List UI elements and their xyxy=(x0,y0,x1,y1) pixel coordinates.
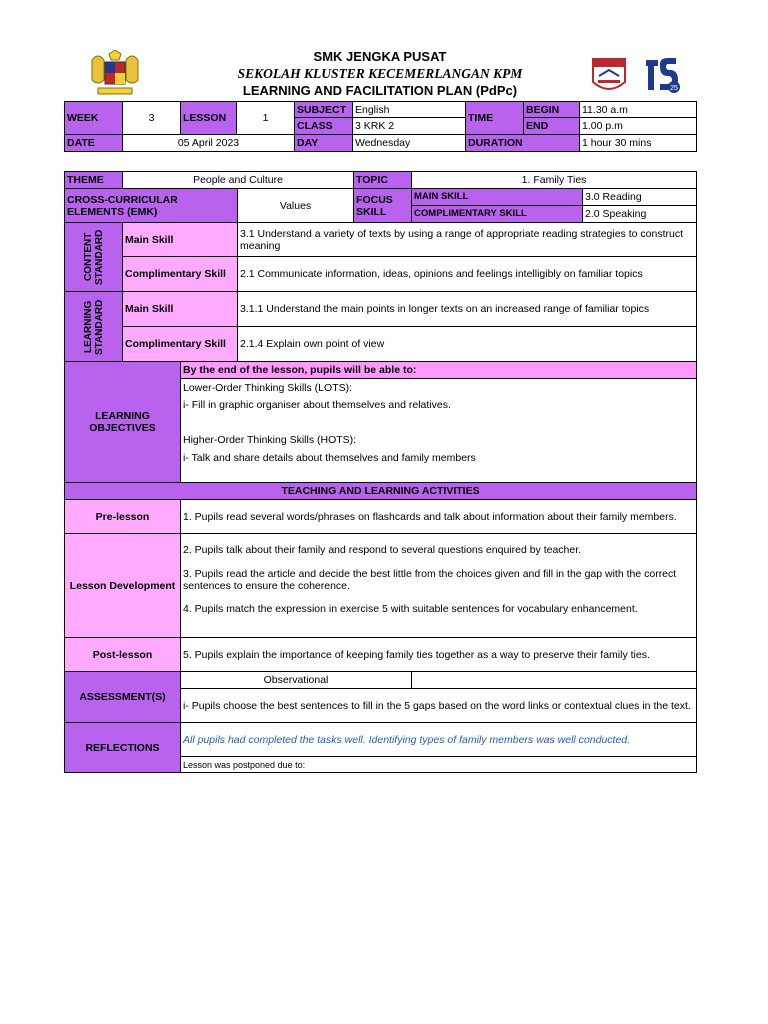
assessment-detail: i- Pupils choose the best sentences to fill in the 5 gaps based on the word links or contextual clues in the text. xyxy=(181,689,697,723)
cs-comp-skill-value: 2.1 Communicate information, ideas, opinions and feelings intelligibly on familiar topics xyxy=(238,257,697,292)
objectives-content xyxy=(181,379,697,483)
end-label: END xyxy=(524,118,580,135)
end-value: 1.00 p.m xyxy=(580,118,697,135)
reflections-label: REFLECTIONS xyxy=(65,723,181,773)
lesson-development-content xyxy=(181,534,697,638)
day-label: DAY xyxy=(295,135,353,152)
development-step-3: 3. Pupils read the article and decide the best little from the choices given and fill in the gap with the correct sentences to ensure the coherence. xyxy=(183,568,677,592)
class-label: CLASS xyxy=(295,118,353,135)
cluster-title: SEKOLAH KLUSTER KECEMERLANGAN KPM xyxy=(237,66,523,81)
ls-main-skill-value: 3.1.1 Understand the main points in longer texts on an increased range of familiar topics xyxy=(238,292,697,327)
cs-comp-skill-label: Complimentary Skill xyxy=(123,257,238,292)
learning-objectives-label: LEARNING OBJECTIVES xyxy=(65,362,181,483)
emk-value: Values xyxy=(238,189,354,223)
duration-label: DURATION xyxy=(466,135,580,152)
topic-value: 1. Family Ties xyxy=(412,172,697,189)
comp-skill-value: 2.0 Speaking xyxy=(583,206,697,223)
lesson-value: 1 xyxy=(237,102,295,135)
ls-comp-skill-label: Complimentary Skill xyxy=(123,327,238,362)
begin-label: BEGIN xyxy=(524,102,580,118)
main-skill-label: MAIN SKILL xyxy=(412,189,583,206)
activities-heading: TEACHING AND LEARNING ACTIVITIES xyxy=(65,483,697,500)
school-logo-icon xyxy=(590,56,628,96)
assessment-method: Observational xyxy=(181,672,412,689)
objectives-intro: By the end of the lesson, pupils will be able to: xyxy=(181,362,697,379)
hots-label: Higher-Order Thinking Skills (HOTS): xyxy=(183,434,357,446)
begin-value: 11.30 a.m xyxy=(580,102,697,118)
development-step-4: 4. Pupils match the expression in exercise 5 with suitable sentences for vocabulary enhancement. xyxy=(183,603,638,615)
pre-lesson-text: 1. Pupils read several words/phrases on flashcards and talk about information about their family members. xyxy=(181,500,697,534)
lots-item: i- Fill in graphic organiser about themselves and relatives. xyxy=(183,399,451,411)
date-label: DATE xyxy=(65,135,123,152)
content-standard-label: CONTENT STANDARD xyxy=(65,223,123,292)
ls-comp-skill-value: 2.1.4 Explain own point of view xyxy=(238,327,697,362)
subject-label: SUBJECT xyxy=(295,102,353,118)
assessment-label: ASSESSMENT(S) xyxy=(65,672,181,723)
theme-value: People and Culture xyxy=(123,172,354,189)
logo-number: 25 xyxy=(670,85,678,92)
emk-label: CROSS-CURRICULAR ELEMENTS (EMK) xyxy=(65,189,238,223)
date-value: 05 April 2023 xyxy=(123,135,295,152)
time-label: TIME xyxy=(466,102,524,135)
week-value: 3 xyxy=(123,102,181,135)
focus-skill-label: FOCUS SKILL xyxy=(354,189,412,223)
lesson-info-table xyxy=(64,101,697,152)
post-lesson-text: 5. Pupils explain the importance of keeping family ties together as a way to preserve their family ties. xyxy=(181,638,697,672)
topic-label: TOPIC xyxy=(354,172,412,189)
lesson-label: LESSON xyxy=(181,102,237,135)
cs-main-skill-label: Main Skill xyxy=(123,223,238,257)
lots-label: Lower-Order Thinking Skills (LOTS): xyxy=(183,382,353,394)
school-name: SMK JENGKA PUSAT xyxy=(313,49,447,64)
cs-main-skill-value: 3.1 Understand a variety of texts by using a range of appropriate reading strategies to construct meaning xyxy=(238,223,697,257)
class-value: 3 KRK 2 xyxy=(353,118,466,135)
main-skill-value: 3.0 Reading xyxy=(583,189,697,206)
week-label: WEEK xyxy=(65,102,123,135)
cluster-logo-icon xyxy=(642,54,682,96)
plan-title: LEARNING AND FACILITATION PLAN (PdPc) xyxy=(242,83,518,98)
comp-skill-label: COMPLIMENTARY SKILL xyxy=(412,206,583,223)
document-header xyxy=(64,46,696,100)
lesson-development-label: Lesson Development xyxy=(65,534,181,638)
ls-main-skill-label: Main Skill xyxy=(123,292,238,327)
pre-lesson-label: Pre-lesson xyxy=(65,500,181,534)
post-lesson-label: Post-lesson xyxy=(65,638,181,672)
assessment-blank xyxy=(412,672,697,689)
day-value: Wednesday xyxy=(353,135,466,152)
duration-value: 1 hour 30 mins xyxy=(580,135,697,152)
learning-standard-label: LEARNING STANDARD xyxy=(65,292,123,362)
reflections-text: All pupils had completed the tasks well. Identifying types of family members was well conducted. xyxy=(181,723,697,757)
postponed-note: Lesson was postponed due to: xyxy=(181,757,697,773)
development-step-2: 2. Pupils talk about their family and respond to several questions enquired by teacher. xyxy=(183,544,582,556)
subject-value: English xyxy=(353,102,466,118)
lesson-plan-table xyxy=(64,171,697,773)
hots-item: i- Talk and share details about themselves and family members xyxy=(183,452,476,464)
theme-label: THEME xyxy=(65,172,123,189)
